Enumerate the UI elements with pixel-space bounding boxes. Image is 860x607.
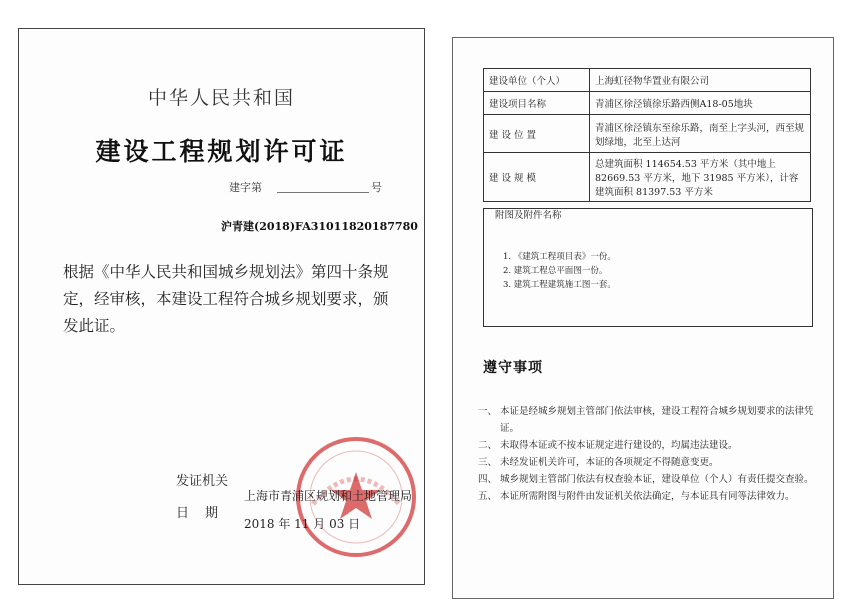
note-text: 未经发证机关许可，本证的各项规定不得随意变更。 — [500, 457, 719, 468]
issuer-value: 上海市青浦区规划和土地管理局 — [244, 489, 413, 503]
table-row — [484, 115, 811, 153]
permit-title: 建设工程规划许可证 — [95, 137, 348, 166]
note-number: 三、 — [478, 457, 498, 468]
table-cell-value: 青浦区徐泾镇东至徐乐路，南至上字头河，西至规划绿地，北至上达河 — [590, 115, 811, 153]
issuer-label: 发证机关 — [176, 474, 229, 489]
permit-details-page — [452, 37, 834, 599]
table-row — [484, 92, 811, 115]
note-number: 五、 — [478, 491, 498, 502]
table-cell-label: 建设项目名称 — [484, 92, 590, 115]
permit-number-prefix: 建字第 — [229, 181, 262, 194]
note-number: 一、 — [478, 406, 498, 417]
note-text: 城乡规划主管部门依法有权查验本证，建设单位（个人）有责任提交查验。 — [500, 474, 814, 485]
permit-code: 沪青建(2018)FA31011820187780 — [221, 220, 418, 233]
country-name: 中华人民共和国 — [147, 87, 295, 109]
list-item — [478, 437, 823, 454]
note-text: 本证所需附图与附件由发证机关依法确定，与本证具有同等法律效力。 — [500, 491, 795, 502]
project-info-table — [483, 68, 811, 202]
attachments-list — [503, 250, 783, 292]
compliance-title: 遵守事项 — [483, 360, 543, 376]
table-cell-label: 建设单位（个人） — [484, 69, 590, 92]
permit-cover-page — [18, 28, 425, 585]
table-cell-value: 上海虹径物华置业有限公司 — [590, 69, 811, 92]
table-row — [484, 69, 811, 92]
date-label: 日期 — [176, 506, 235, 521]
note-number: 四、 — [478, 474, 498, 485]
list-item: 3. 建筑工程建筑施工图一套。 — [503, 280, 616, 290]
list-item — [478, 488, 823, 505]
list-item — [478, 454, 823, 471]
table-row — [484, 153, 811, 202]
table-cell-label: 建 设 规 模 — [484, 153, 590, 202]
compliance-notes — [478, 403, 823, 505]
table-cell-value: 总建筑面积 114654.53 平方米（其中地上 82669.53 平方米，地下 31985 平方米），计容建筑面积 81397.53 平方米 — [590, 153, 811, 202]
table-cell-value: 青浦区徐泾镇徐乐路西侧A18-05地块 — [590, 92, 811, 115]
note-text: 未取得本证或不按本证规定进行建设的，均属违法建设。 — [500, 440, 738, 451]
date-value: 2018 年 11 月 03 日 — [244, 517, 361, 531]
permit-number-line — [277, 192, 369, 193]
note-number: 二、 — [478, 440, 498, 451]
list-item: 1. 《建筑工程项目表》一份。 — [503, 252, 616, 262]
list-item — [478, 403, 823, 437]
list-item: 2. 建筑工程总平面图一份。 — [503, 266, 608, 276]
note-text: 本证是经城乡规划主管部门依法审核，建设工程符合城乡规划要求的法律凭证。 — [500, 406, 814, 434]
table-cell-label: 建 设 位 置 — [484, 115, 590, 153]
list-item — [478, 471, 823, 488]
permit-body-text: 根据《中华人民共和国城乡规划法》第四十条规定，经审核，本建设工程符合城乡规划要求，颁发此证。 — [63, 263, 389, 335]
attachments-title: 附图及附件名称 — [495, 210, 562, 221]
permit-number-suffix: 号 — [371, 181, 382, 194]
